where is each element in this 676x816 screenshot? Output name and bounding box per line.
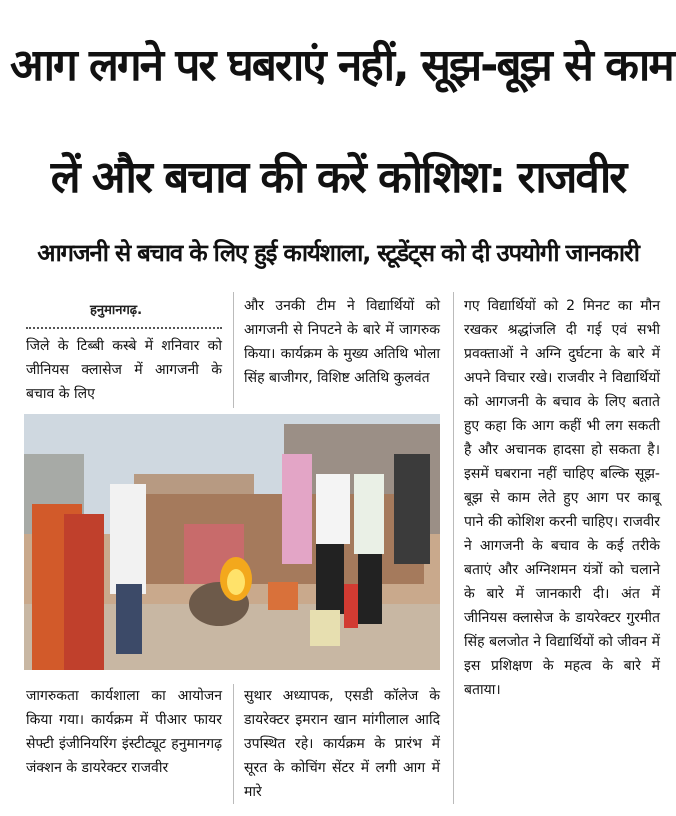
column-1-top-text: जिले के टिब्बी कस्बे में शनिवार को जीनियस क्लासेज में आगजनी के बचाव के लिए: [26, 338, 222, 402]
column-1-bottom-text: जागरुकता कार्यशाला का आयोजन किया गया। कार्यक्रम में पीआर फायर सेफ्टी इंजीनियरिंग इंस्टीट्यूट हनुमानगढ़ जंक्शन के डायरेक्टर राजवीर: [26, 688, 222, 776]
column-3-text: गए विद्यार्थियों को 2 मिनट का मौन रखकर श्रद्धांजलि दी गई एवं सभी प्रवक्ताओं ने अग्नि दुर्घटना के बारे में अपने विचार रखे। राजवीर ने विद्यार्थियों को आगजनी के बचाव के लिए बताते हुए कहा कि आग कहीं भी लग सकती है और अचानक हादसा हो सकता है। इसमें घबराना नहीं चाहिए बल्कि सूझ-बूझ से काम लेते हुए आग पर काबू पाने की कोशिश करनी चाहिए। राजवीर ने आगजनी के बचाव के कई तरीके बताएं और अग्निशमन यंत्रों को चलाने के बारे में जानकारी दी। अंत में जीनियस क्लासेज के डायरेक्टर गुरमीत सिंह बलजोत ने विद्यार्थियों को जीवन में इस प्रशिक्षण के महत्व के बारे में बताया।: [464, 298, 660, 698]
column-divider-1: [233, 292, 234, 408]
headline-line-1: आग लगने पर घबराएं नहीं, सूझ-बूझ से काम: [10, 40, 673, 91]
column-divider-3: [233, 684, 234, 804]
column-divider-2: [453, 292, 454, 804]
fire-demonstration-photo: [24, 414, 440, 670]
subheadline: आगजनी से बचाव के लिए हुई कार्यशाला, स्टूडेंट्स को दी उपयोगी जानकारी: [37, 239, 639, 267]
column-2-bottom-text: सुथार अध्यापक, एसडी कॉलेज के डायरेक्टर इमरान खान मांगीलाल आदि उपस्थित रहे। कार्यक्रम के प्रारंभ में सूरत के कोचिंग सेंटर में लगी आग में मारे: [244, 688, 440, 800]
column-2-top-text: और उनकी टीम ने विद्यार्थियों को आगजनी से निपटने के बारे में जागरुक किया। कार्यक्रम के मुख्य अतिथि भोला सिंह बाजीगर, विशिष्ट अतिथि कुलवंत: [244, 298, 440, 386]
dateline-divider: [26, 327, 222, 329]
headline-line-2: लें और बचाव की करें कोशिश: राजवीर: [50, 152, 626, 203]
dateline: हनुमानगढ़.: [90, 303, 143, 318]
